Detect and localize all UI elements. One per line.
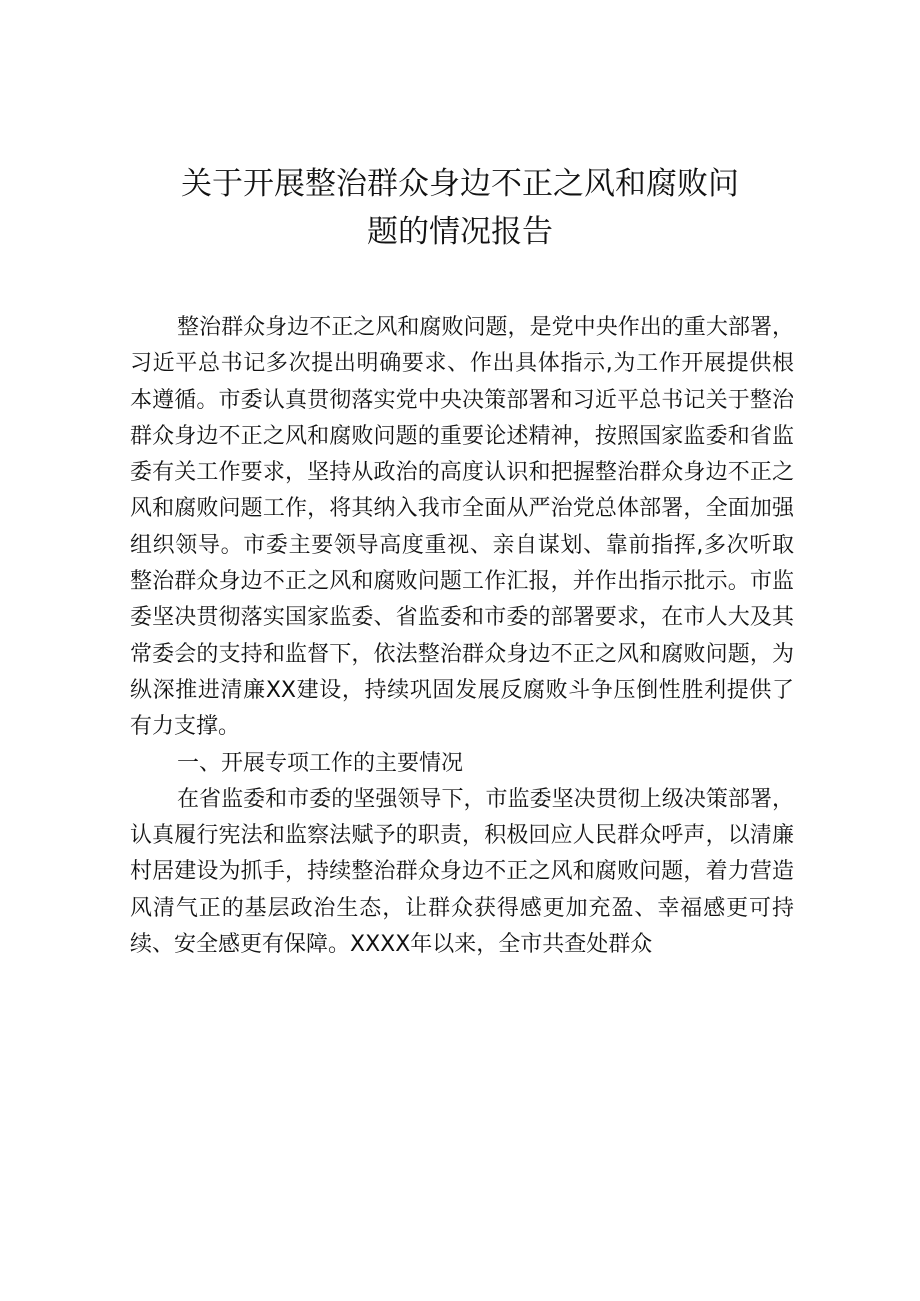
section-paragraph: 在省监委和市委的坚强领导下，市监委坚决贯彻上级决策部署，认真履行宪法和监察法赋予的职责，积极回应人民群众呼声，以清廉村居建设为抓手，持续整治群众身边不正之风和腐败问题，着力营造风清气正的基层政治生态，让群众获得感更加充盈、幸福感更可持续、安全感更有保障。XXXX年以来，全市共查处群众: [130, 786, 794, 958]
document-body: [130, 310, 794, 963]
section-heading: 一、开展专项工作的主要情况: [177, 750, 464, 776]
title-line-1: 关于开展整治群众身边不正之风和腐败问: [181, 166, 739, 202]
title-line-2: 题的情况报告: [367, 214, 553, 250]
document-title: [130, 160, 790, 256]
intro-paragraph: 整治群众身边不正之风和腐败问题，是党中央作出的重大部署，习近平总书记多次提出明确要求、作出具体指示,为工作开展提供根本遵循。市委认真贯彻落实党中央决策部署和习近平总书记关于整治群众身边不正之风和腐败问题的重要论述精神，按照国家监委和省监委有关工作要求，坚持从政治的高度认识和把握整治群众身边不正之风和腐败问题工作，将其纳入我市全面从严治党总体部署，全面加强组织领导。市委主要领导高度重视、亲自谋划、靠前指挥,多次听取整治群众身边不正之风和腐败问题工作汇报，并作出指示批示。市监委坚决贯彻落实国家监委、省监委和市委的部署要求，在市人大及其常委会的支持和监督下，依法整治群众身边不正之风和腐败问题，为纵深推进清廉XX建设，持续巩固发展反腐败斗争压倒性胜利提供了有力支撑。: [130, 315, 794, 740]
